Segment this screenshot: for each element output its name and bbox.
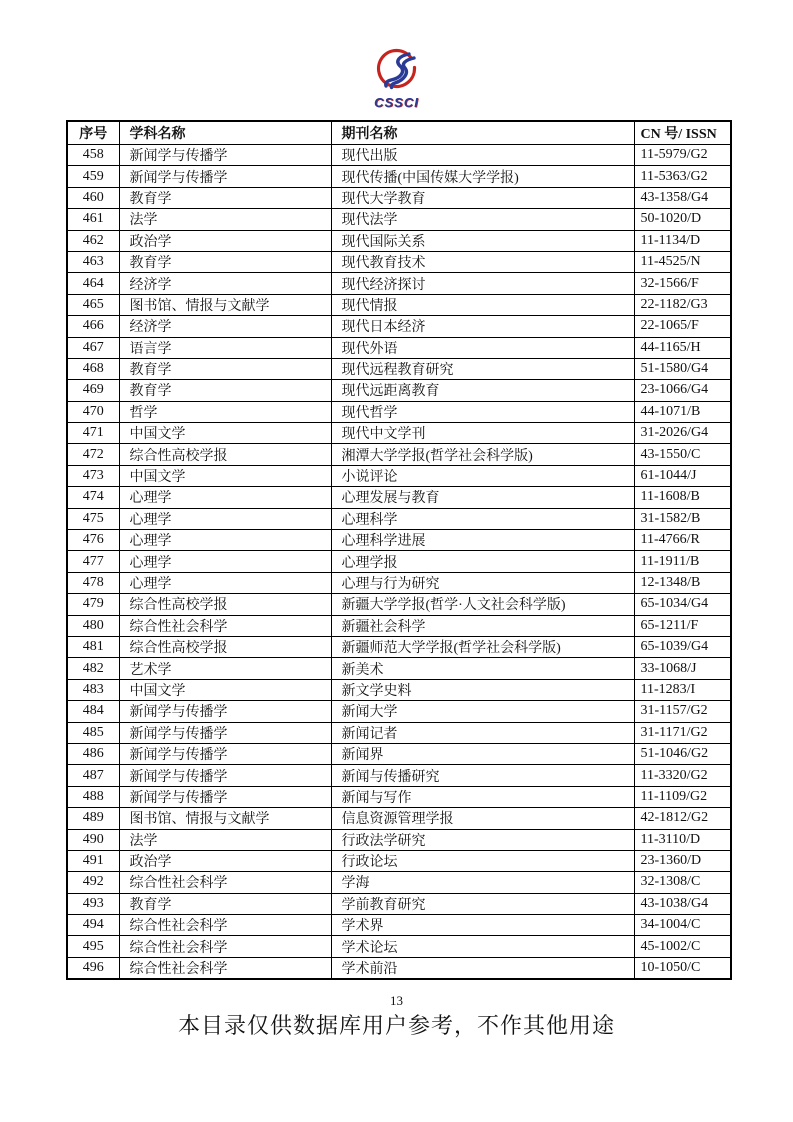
cell-cn-issn: 34-1004/C bbox=[634, 915, 731, 936]
cell-cn-issn: 65-1039/G4 bbox=[634, 636, 731, 657]
cell-journal: 现代经济探讨 bbox=[331, 273, 634, 294]
cell-journal: 学前教育研究 bbox=[331, 893, 634, 914]
cell-cn-issn: 11-1109/G2 bbox=[634, 786, 731, 807]
cell-number: 465 bbox=[67, 294, 119, 315]
cell-discipline: 综合性社会科学 bbox=[119, 957, 331, 979]
cssci-logo-text: CSSCI bbox=[374, 95, 419, 110]
cell-discipline: 心理学 bbox=[119, 487, 331, 508]
cell-cn-issn: 23-1360/D bbox=[634, 850, 731, 871]
cell-number: 490 bbox=[67, 829, 119, 850]
table-row bbox=[67, 722, 731, 743]
table-row bbox=[67, 850, 731, 871]
table-row bbox=[67, 145, 731, 166]
table-row bbox=[67, 358, 731, 379]
table-row bbox=[67, 380, 731, 401]
table-row bbox=[67, 209, 731, 230]
table-row bbox=[67, 530, 731, 551]
cell-discipline: 中国文学 bbox=[119, 679, 331, 700]
cell-journal: 现代传播(中国传媒大学学报) bbox=[331, 166, 634, 187]
cell-journal: 心理学报 bbox=[331, 551, 634, 572]
cell-cn-issn: 11-5979/G2 bbox=[634, 145, 731, 166]
table-row bbox=[67, 936, 731, 957]
cell-number: 475 bbox=[67, 508, 119, 529]
cell-discipline: 政治学 bbox=[119, 230, 331, 251]
cssci-logo-icon bbox=[373, 46, 421, 94]
table-row bbox=[67, 872, 731, 893]
cell-journal: 新闻记者 bbox=[331, 722, 634, 743]
cell-cn-issn: 22-1065/F bbox=[634, 316, 731, 337]
cell-discipline: 心理学 bbox=[119, 572, 331, 593]
footer-note: 本目录仅供数据库用户参考，不作其他用途 bbox=[177, 1013, 615, 1038]
table-row bbox=[67, 316, 731, 337]
cell-cn-issn: 23-1066/G4 bbox=[634, 380, 731, 401]
table-row bbox=[67, 551, 731, 572]
cell-cn-issn: 42-1812/G2 bbox=[634, 808, 731, 829]
cell-number: 463 bbox=[67, 251, 119, 272]
column-header-discipline: 学科名称 bbox=[119, 121, 331, 145]
cell-journal: 学术前沿 bbox=[331, 957, 634, 979]
cell-discipline: 新闻学与传播学 bbox=[119, 786, 331, 807]
table-row bbox=[67, 743, 731, 764]
table-row bbox=[67, 465, 731, 486]
cell-number: 473 bbox=[67, 465, 119, 486]
cell-discipline: 教育学 bbox=[119, 380, 331, 401]
cell-discipline: 综合性社会科学 bbox=[119, 915, 331, 936]
cell-cn-issn: 65-1211/F bbox=[634, 615, 731, 636]
cell-discipline: 图书馆、情报与文献学 bbox=[119, 294, 331, 315]
cell-cn-issn: 11-5363/G2 bbox=[634, 166, 731, 187]
cell-discipline: 综合性高校学报 bbox=[119, 444, 331, 465]
cell-discipline: 综合性社会科学 bbox=[119, 936, 331, 957]
cell-discipline: 心理学 bbox=[119, 508, 331, 529]
cell-number: 480 bbox=[67, 615, 119, 636]
table-row bbox=[67, 615, 731, 636]
cell-number: 495 bbox=[67, 936, 119, 957]
cell-journal: 现代法学 bbox=[331, 209, 634, 230]
cell-cn-issn: 33-1068/J bbox=[634, 658, 731, 679]
table-row bbox=[67, 808, 731, 829]
cell-discipline: 综合性高校学报 bbox=[119, 594, 331, 615]
cell-number: 472 bbox=[67, 444, 119, 465]
cell-cn-issn: 11-4766/R bbox=[634, 530, 731, 551]
cell-number: 470 bbox=[67, 401, 119, 422]
cell-discipline: 哲学 bbox=[119, 401, 331, 422]
table-row bbox=[67, 423, 731, 444]
table-row bbox=[67, 679, 731, 700]
cell-discipline: 经济学 bbox=[119, 316, 331, 337]
cell-cn-issn: 32-1566/F bbox=[634, 273, 731, 294]
cell-cn-issn: 22-1182/G3 bbox=[634, 294, 731, 315]
cell-discipline: 心理学 bbox=[119, 551, 331, 572]
cell-cn-issn: 45-1002/C bbox=[634, 936, 731, 957]
cell-discipline: 新闻学与传播学 bbox=[119, 701, 331, 722]
page-number: 13 bbox=[390, 993, 403, 1008]
cell-journal: 现代远距离教育 bbox=[331, 380, 634, 401]
table-row bbox=[67, 273, 731, 294]
cell-number: 487 bbox=[67, 765, 119, 786]
cell-cn-issn: 32-1308/C bbox=[634, 872, 731, 893]
table-row bbox=[67, 294, 731, 315]
table-header-row bbox=[67, 121, 731, 145]
cell-journal: 现代外语 bbox=[331, 337, 634, 358]
table-row bbox=[67, 594, 731, 615]
cell-journal: 现代大学教育 bbox=[331, 187, 634, 208]
cell-cn-issn: 44-1071/B bbox=[634, 401, 731, 422]
cell-number: 489 bbox=[67, 808, 119, 829]
cell-journal: 心理科学进展 bbox=[331, 530, 634, 551]
table-row bbox=[67, 765, 731, 786]
cell-discipline: 中国文学 bbox=[119, 423, 331, 444]
cssci-logo bbox=[0, 46, 793, 110]
cell-discipline: 新闻学与传播学 bbox=[119, 722, 331, 743]
cell-cn-issn: 61-1044/J bbox=[634, 465, 731, 486]
cell-number: 483 bbox=[67, 679, 119, 700]
cell-cn-issn: 10-1050/C bbox=[634, 957, 731, 979]
cell-number: 461 bbox=[67, 209, 119, 230]
cell-number: 471 bbox=[67, 423, 119, 444]
cell-cn-issn: 50-1020/D bbox=[634, 209, 731, 230]
cell-cn-issn: 43-1038/G4 bbox=[634, 893, 731, 914]
table-row bbox=[67, 701, 731, 722]
cell-number: 484 bbox=[67, 701, 119, 722]
cell-number: 466 bbox=[67, 316, 119, 337]
table-row bbox=[67, 893, 731, 914]
cell-journal: 学术界 bbox=[331, 915, 634, 936]
table-row bbox=[67, 658, 731, 679]
table-row bbox=[67, 508, 731, 529]
cell-journal: 现代国际关系 bbox=[331, 230, 634, 251]
cell-discipline: 中国文学 bbox=[119, 465, 331, 486]
cell-number: 474 bbox=[67, 487, 119, 508]
table-row bbox=[67, 337, 731, 358]
cell-cn-issn: 43-1358/G4 bbox=[634, 187, 731, 208]
cell-discipline: 综合性社会科学 bbox=[119, 872, 331, 893]
cell-discipline: 新闻学与传播学 bbox=[119, 166, 331, 187]
cell-discipline: 经济学 bbox=[119, 273, 331, 294]
cell-journal: 湘潭大学学报(哲学社会科学版) bbox=[331, 444, 634, 465]
cell-cn-issn: 65-1034/G4 bbox=[634, 594, 731, 615]
table-row bbox=[67, 636, 731, 657]
table-row bbox=[67, 444, 731, 465]
cell-cn-issn: 43-1550/C bbox=[634, 444, 731, 465]
cell-journal: 新疆社会科学 bbox=[331, 615, 634, 636]
cell-journal: 现代教育技术 bbox=[331, 251, 634, 272]
table-row bbox=[67, 487, 731, 508]
table-row bbox=[67, 829, 731, 850]
cell-number: 479 bbox=[67, 594, 119, 615]
cell-journal: 心理与行为研究 bbox=[331, 572, 634, 593]
cell-cn-issn: 44-1165/H bbox=[634, 337, 731, 358]
cell-number: 488 bbox=[67, 786, 119, 807]
cell-discipline: 图书馆、情报与文献学 bbox=[119, 808, 331, 829]
cell-journal: 新美术 bbox=[331, 658, 634, 679]
cell-cn-issn: 11-3320/G2 bbox=[634, 765, 731, 786]
cell-cn-issn: 31-2026/G4 bbox=[634, 423, 731, 444]
table-row bbox=[67, 401, 731, 422]
cell-discipline: 综合性社会科学 bbox=[119, 615, 331, 636]
cell-journal: 现代日本经济 bbox=[331, 316, 634, 337]
cell-journal: 新文学史料 bbox=[331, 679, 634, 700]
cell-number: 464 bbox=[67, 273, 119, 294]
cell-journal: 信息资源管理学报 bbox=[331, 808, 634, 829]
table-row bbox=[67, 187, 731, 208]
cell-discipline: 心理学 bbox=[119, 530, 331, 551]
cell-discipline: 教育学 bbox=[119, 893, 331, 914]
table-row bbox=[67, 230, 731, 251]
cell-cn-issn: 11-3110/D bbox=[634, 829, 731, 850]
cell-journal: 新疆师范大学学报(哲学社会科学版) bbox=[331, 636, 634, 657]
cell-cn-issn: 11-4525/N bbox=[634, 251, 731, 272]
table-row bbox=[67, 957, 731, 979]
cell-discipline: 教育学 bbox=[119, 251, 331, 272]
cell-discipline: 政治学 bbox=[119, 850, 331, 871]
cell-journal: 心理科学 bbox=[331, 508, 634, 529]
cell-number: 469 bbox=[67, 380, 119, 401]
cell-journal: 小说评论 bbox=[331, 465, 634, 486]
cell-cn-issn: 12-1348/B bbox=[634, 572, 731, 593]
cell-number: 492 bbox=[67, 872, 119, 893]
table-row bbox=[67, 166, 731, 187]
cell-journal: 新疆大学学报(哲学·人文社会科学版) bbox=[331, 594, 634, 615]
cell-journal: 行政法学研究 bbox=[331, 829, 634, 850]
cell-number: 477 bbox=[67, 551, 119, 572]
cell-discipline: 新闻学与传播学 bbox=[119, 743, 331, 764]
cell-discipline: 教育学 bbox=[119, 358, 331, 379]
cell-cn-issn: 31-1157/G2 bbox=[634, 701, 731, 722]
cell-number: 458 bbox=[67, 145, 119, 166]
cell-discipline: 教育学 bbox=[119, 187, 331, 208]
cell-cn-issn: 11-1911/B bbox=[634, 551, 731, 572]
cell-number: 467 bbox=[67, 337, 119, 358]
cell-cn-issn: 11-1134/D bbox=[634, 230, 731, 251]
cell-journal: 新闻大学 bbox=[331, 701, 634, 722]
cell-number: 486 bbox=[67, 743, 119, 764]
cell-journal: 心理发展与教育 bbox=[331, 487, 634, 508]
column-header-journal: 期刊名称 bbox=[331, 121, 634, 145]
cell-cn-issn: 31-1171/G2 bbox=[634, 722, 731, 743]
cell-number: 493 bbox=[67, 893, 119, 914]
table-row bbox=[67, 786, 731, 807]
cell-journal: 现代远程教育研究 bbox=[331, 358, 634, 379]
cell-journal: 新闻界 bbox=[331, 743, 634, 764]
cell-journal: 现代哲学 bbox=[331, 401, 634, 422]
table-row bbox=[67, 572, 731, 593]
cell-journal: 新闻与传播研究 bbox=[331, 765, 634, 786]
cell-journal: 现代情报 bbox=[331, 294, 634, 315]
cell-journal: 新闻与写作 bbox=[331, 786, 634, 807]
cell-cn-issn: 51-1046/G2 bbox=[634, 743, 731, 764]
cell-discipline: 法学 bbox=[119, 829, 331, 850]
cell-journal: 学海 bbox=[331, 872, 634, 893]
cell-number: 478 bbox=[67, 572, 119, 593]
cell-number: 476 bbox=[67, 530, 119, 551]
cell-journal: 现代中文学刊 bbox=[331, 423, 634, 444]
cell-discipline: 法学 bbox=[119, 209, 331, 230]
cell-number: 459 bbox=[67, 166, 119, 187]
cell-journal: 现代出版 bbox=[331, 145, 634, 166]
table-row bbox=[67, 915, 731, 936]
table-row bbox=[67, 251, 731, 272]
cell-cn-issn: 11-1283/I bbox=[634, 679, 731, 700]
cell-cn-issn: 51-1580/G4 bbox=[634, 358, 731, 379]
cell-number: 491 bbox=[67, 850, 119, 871]
cell-discipline: 艺术学 bbox=[119, 658, 331, 679]
cell-number: 496 bbox=[67, 957, 119, 979]
cell-number: 460 bbox=[67, 187, 119, 208]
cell-cn-issn: 31-1582/B bbox=[634, 508, 731, 529]
cell-number: 485 bbox=[67, 722, 119, 743]
cell-discipline: 语言学 bbox=[119, 337, 331, 358]
cell-number: 462 bbox=[67, 230, 119, 251]
cell-number: 481 bbox=[67, 636, 119, 657]
journal-catalog-table bbox=[66, 120, 732, 980]
cell-discipline: 综合性高校学报 bbox=[119, 636, 331, 657]
cell-discipline: 新闻学与传播学 bbox=[119, 145, 331, 166]
column-header-cn-issn: CN 号/ ISSN bbox=[634, 121, 731, 145]
column-header-number: 序号 bbox=[67, 121, 119, 145]
cell-number: 468 bbox=[67, 358, 119, 379]
cell-number: 482 bbox=[67, 658, 119, 679]
cell-cn-issn: 11-1608/B bbox=[634, 487, 731, 508]
cell-number: 494 bbox=[67, 915, 119, 936]
cell-journal: 行政论坛 bbox=[331, 850, 634, 871]
cell-journal: 学术论坛 bbox=[331, 936, 634, 957]
cell-discipline: 新闻学与传播学 bbox=[119, 765, 331, 786]
